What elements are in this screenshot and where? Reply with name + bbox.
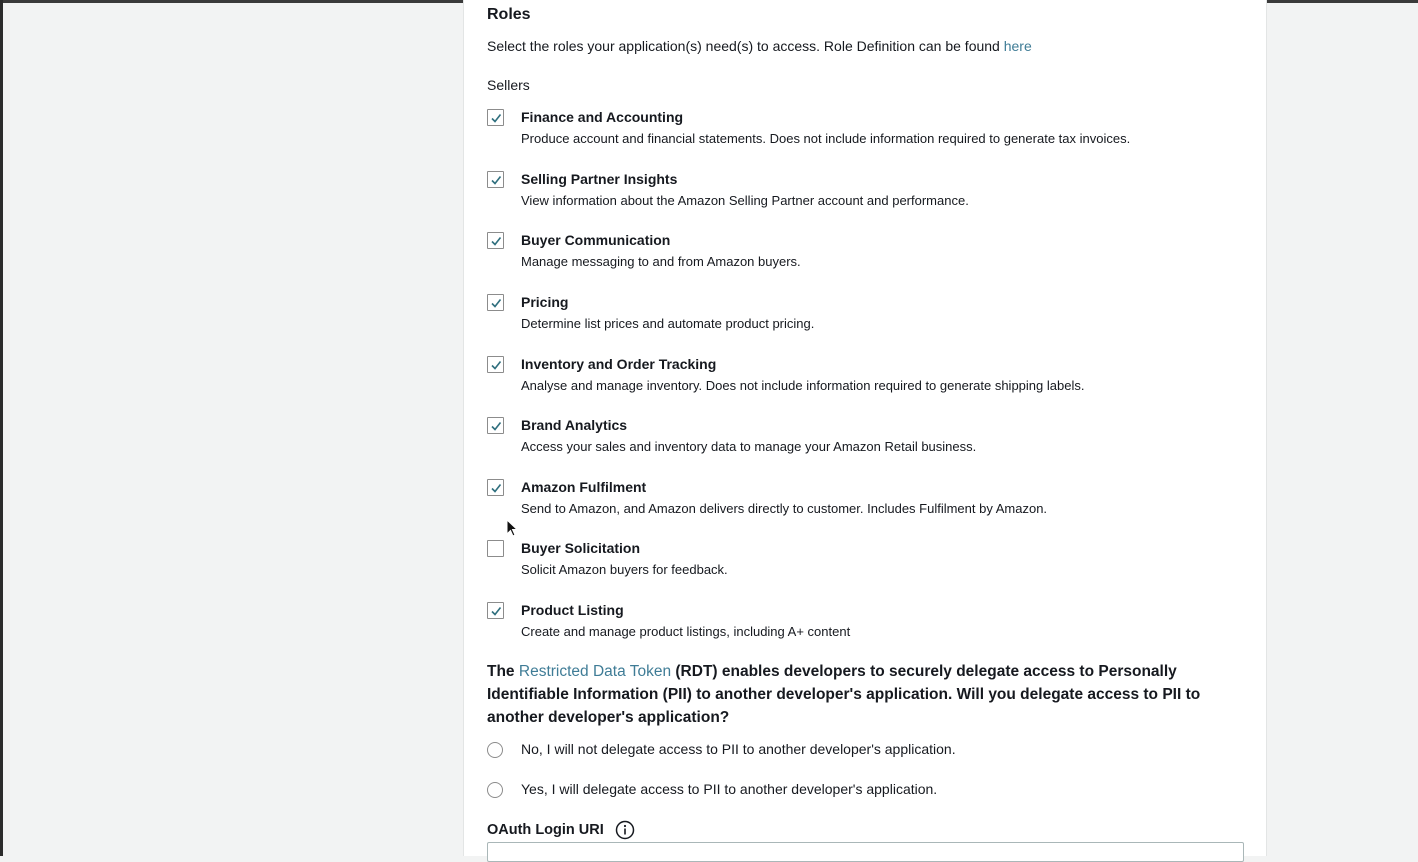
- rdt-option-no[interactable]: [487, 741, 1227, 765]
- role-label: Inventory and Order Tracking: [521, 356, 717, 372]
- radio-no-label: No, I will not delegate access to PII to another developer's application.: [521, 741, 956, 757]
- role-item[interactable]: [487, 478, 1247, 528]
- roles-description-text: Select the roles your application(s) need(s) to access. Role Definition can be found: [487, 38, 1004, 54]
- role-label: Pricing: [521, 294, 569, 310]
- role-description: Analyse and manage inventory. Does not include information required to generate shipping labels.: [521, 378, 1085, 393]
- role-description: Produce account and financial statements. Does not include information required to generate tax invoices.: [521, 131, 1131, 146]
- rdt-prefix: The: [487, 663, 519, 680]
- role-label: Finance and Accounting: [521, 109, 684, 125]
- checkmark-icon: [490, 297, 502, 309]
- role-description: Solicit Amazon buyers for feedback.: [521, 562, 728, 577]
- role-checkbox[interactable]: [487, 417, 504, 434]
- role-item[interactable]: [487, 108, 1247, 158]
- role-checkbox[interactable]: [487, 479, 504, 496]
- role-definition-link[interactable]: here: [1003, 38, 1032, 54]
- sellers-group-label: Sellers: [487, 77, 530, 93]
- role-checkbox[interactable]: [487, 171, 504, 188]
- mouse-cursor-icon: [506, 519, 518, 539]
- checkmark-icon: [490, 112, 502, 124]
- role-description: Send to Amazon, and Amazon delivers directly to customer. Includes Fulfilment by Amazon.: [521, 501, 1048, 516]
- role-item[interactable]: [487, 293, 1247, 343]
- role-item[interactable]: [487, 539, 1247, 589]
- role-description: Determine list prices and automate product pricing.: [521, 316, 815, 331]
- role-checkbox[interactable]: [487, 109, 504, 126]
- rdt-option-yes[interactable]: [487, 781, 1227, 805]
- window-left-edge: [0, 0, 3, 856]
- roles-description: [487, 38, 1032, 54]
- radio-yes[interactable]: [487, 782, 503, 798]
- rdt-question: [487, 660, 1247, 729]
- role-item[interactable]: [487, 601, 1247, 651]
- oauth-login-uri-input[interactable]: [487, 842, 1244, 862]
- role-label: Buyer Solicitation: [521, 540, 641, 556]
- checkmark-icon: [490, 420, 502, 432]
- role-checkbox[interactable]: [487, 602, 504, 619]
- radio-yes-label: Yes, I will delegate access to PII to another developer's application.: [521, 781, 938, 797]
- roles-title: Roles: [487, 6, 531, 23]
- role-label: Product Listing: [521, 602, 624, 618]
- checkmark-icon: [490, 174, 502, 186]
- role-description: Manage messaging to and from Amazon buyers.: [521, 254, 801, 269]
- checkmark-icon: [490, 235, 502, 247]
- radio-no[interactable]: [487, 742, 503, 758]
- role-checkbox[interactable]: [487, 294, 504, 311]
- role-checkbox[interactable]: [487, 356, 504, 373]
- role-item[interactable]: [487, 170, 1247, 220]
- role-item[interactable]: [487, 416, 1247, 466]
- restricted-data-token-link[interactable]: Restricted Data Token: [518, 663, 672, 680]
- role-checkbox[interactable]: [487, 540, 504, 557]
- role-description: Access your sales and inventory data to manage your Amazon Retail business.: [521, 439, 977, 454]
- role-description: Create and manage product listings, including A+ content: [521, 624, 851, 639]
- checkmark-icon: [490, 605, 502, 617]
- role-label: Amazon Fulfilment: [521, 479, 647, 495]
- role-checkbox[interactable]: [487, 232, 504, 249]
- oauth-login-uri-label: OAuth Login URI: [487, 822, 604, 838]
- role-label: Brand Analytics: [521, 417, 628, 433]
- checkmark-icon: [490, 359, 502, 371]
- role-item[interactable]: [487, 231, 1247, 281]
- role-label: Selling Partner Insights: [521, 171, 678, 187]
- role-item[interactable]: [487, 355, 1247, 405]
- rdt-suffix: (RDT) enables developers to securely delegate access to Personally Identifiable Information (PII) to another developer's application. Will you delegate access to PII to another developer's application?: [487, 663, 1201, 726]
- role-label: Buyer Communication: [521, 232, 671, 248]
- role-description: View information about the Amazon Selling Partner account and performance.: [521, 193, 969, 208]
- form-panel: [463, 0, 1267, 856]
- checkmark-icon: [490, 482, 502, 494]
